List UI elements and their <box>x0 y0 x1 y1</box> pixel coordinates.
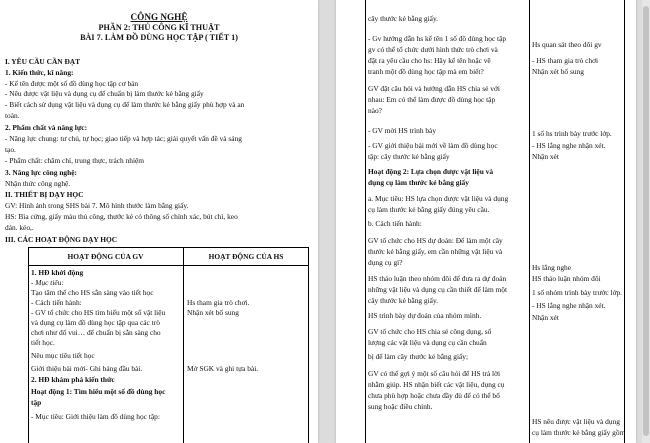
scrollbar-thumb[interactable] <box>643 6 649 436</box>
table-cell-line: nào? <box>368 106 382 115</box>
column-header-hs: HOẠT ĐỘNG CỦA HS <box>208 252 284 261</box>
table-cell-line: thước kẻ bằng giấy, em cần những vật liệu và <box>368 247 503 256</box>
table-cell-line: gv có thể tổ chức dưới hình thức trò chơi và <box>368 45 498 54</box>
table-cell-line: đặt ra yêu cầu cho hs: Hãy kể tên hoặc vẽ <box>368 56 491 65</box>
subject-heading: CÔNG NGHỆ <box>130 12 188 22</box>
table-cell-line: - GV giới thiệu bài mới về làm đồ dùng học <box>368 141 498 150</box>
table-cell-line: lượng các vật liệu và dụng cụ cần chuẩn <box>368 338 487 347</box>
text-line: - Năng lực chung: tư chủ, tự học; giao tiếp và hợp tác; giải quyết vấn đề và sáng <box>5 134 242 143</box>
table-cell-line: dụng cụ làm thước kẻ bằng giấy <box>368 178 469 187</box>
table-cell-line: Nhận xét <box>532 313 559 322</box>
table-cell-line: sung hoặc điều chỉnh. <box>368 402 433 411</box>
text-line: HS: Bìa cứng, giấy màu thủ công, thước kẻ có thông số chính xác, bút chì, keo <box>5 212 238 221</box>
table-cell-line: 1 số nhóm trình bày trước lớp. <box>532 288 623 297</box>
table-cell-line: Nhận xét bổ sung <box>187 308 239 317</box>
section-2-heading: II. THIẾT BỊ DẠY HỌC <box>5 190 84 199</box>
document-page-left <box>0 0 318 443</box>
lesson-heading: BÀI 7. LÀM ĐỒ DÙNG HỌC TẬP ( TIẾT 1) <box>80 33 238 42</box>
text-line: - Kể tên được một số đồ dùng học tập cơ bản <box>5 79 139 88</box>
table-cell-line: a. Mục tiêu: HS lựa chọn được vật liệu và dụng <box>368 194 509 203</box>
table-cell-line: tiết học. <box>31 338 55 347</box>
table-cell-line: tập: cây thước kẻ bằng giấy <box>368 152 450 161</box>
table-cell-line: Nhận xét <box>532 152 559 161</box>
text-line: - Biết cách sử dụng vật liệu và dụng cụ để làm thước kẻ bằng giấy phù hợp và an <box>5 100 245 109</box>
table-cell-line: những vật liệu và dụng cụ cần thiết để làm một <box>368 285 508 294</box>
text-line: GV: Hình ảnh trong SHS bài 7. Mô hình thước làm bằng giấy. <box>5 201 189 210</box>
subsection-1-2: 2. Phẩm chất và năng lực: <box>5 123 88 132</box>
table-cell-line: Hs lắng nghe <box>532 263 571 272</box>
table-cell-line: Hoạt động 1: Tìm hiểu một số đồ dùng học <box>31 387 166 396</box>
table-cell-line: Tạo tâm thế cho HS sẵn sàng vào tiết học <box>31 288 154 297</box>
text-line: tạo. <box>5 145 16 154</box>
table-cell-line: GV đặt câu hỏi và hướng dẫn HS chia sẻ với <box>368 84 500 93</box>
table-cell-line: tập <box>31 398 42 407</box>
table-cell-line: Giới thiệu bài mới- Ghi bảng đầu bài. <box>31 364 143 373</box>
table-cell-line: GV có thể gợi ý một số câu hỏi để HS trả lời <box>368 369 501 378</box>
column-header-gv: HOẠT ĐỘNG CỦA GV <box>67 252 144 261</box>
section-3-heading: III. CÁC HOẠT ĐỘNG DẠY HỌC <box>5 235 118 244</box>
subsection-1-3: 3. Năng lực công nghệ: <box>5 168 77 177</box>
table-cell-line: chưa phù hợp hoặc chưa đầy đủ để có thể bổ <box>368 391 500 400</box>
table-cell-line: Mở SGK và ghi tựa bài. <box>187 364 259 373</box>
table-cell-line: b. Cách tiến hành: <box>368 219 422 228</box>
table-cell-line: Hs quan sát theo dõi gv <box>532 40 602 49</box>
table-cell-line: nhằm giúp. HS nhận biết các vật liệu, dụng cụ <box>368 380 505 389</box>
table-cell-line: HS thảo luận nhóm đôi <box>532 274 601 283</box>
table-cell-line: - Mục tiêu: Giới thiệu làm đồ dùng học tập: <box>31 412 160 421</box>
table-cell-line: - GV mời HS trình bày <box>368 126 437 135</box>
table-cell-line: GV tổ chức cho HS dự đoán: Để làm một cây <box>368 236 503 245</box>
table-cell-line: - Mục tiêu: <box>31 278 64 287</box>
table-cell-line: nhau: Em có thể làm được đồ dùng học tập <box>368 95 496 104</box>
table-cell-line: tranh một đồ dùng học tập mà em biết? <box>368 67 484 76</box>
text-line: dán. kéo,. <box>5 223 34 232</box>
section-1-heading: I. YÊU CẦU CẦN ĐẠT <box>5 57 81 66</box>
text-line: - Nêu được vật liệu và dụng cụ để chuẩn bị làm thước kẻ bằng giấy <box>5 89 204 98</box>
table-cell-line: 2. HĐ khám phá kiến thức <box>31 375 115 384</box>
table-cell-line: Hs tham gia trò chơi. <box>187 298 250 307</box>
vertical-scrollbar[interactable] <box>642 0 650 443</box>
table-cell-line: - Gv hướng dẫn hs kể tên 1 số đồ dùng học tập <box>368 34 507 43</box>
table-cell-line: - HS lắng nghe nhận xét. <box>532 301 606 310</box>
table-cell-line: 1. HĐ khởi động <box>31 268 84 277</box>
table-cell-line: 1 số hs trình bày trước lớp. <box>532 129 612 138</box>
table-cell-line: - HS tham gia trò chơi <box>532 56 599 65</box>
table-cell-line: HS nêu được vật liệu và dụng <box>532 417 620 426</box>
text-line: - Phẩm chất: chăm chỉ, trung thực, trách nhiệm <box>5 156 145 165</box>
table-cell-line: Nhận xét bổ sung <box>532 67 584 76</box>
table-cell-line: dụng cụ gì? <box>368 258 403 267</box>
part-heading: PHẦN 2: THỦ CÔNG KĨ THUẬT <box>98 23 220 32</box>
table-cell-line: cụ làm thước kẻ bằng giấy đúng yêu cầu. <box>368 205 490 214</box>
table-cell-line: Hoạt động 2: Lựa chọn được vật liệu và <box>368 167 494 176</box>
table-cell-line: HS trình bày dự đoán của nhóm mình. <box>368 311 482 320</box>
table-cell-line: cây thước kẻ bằng giấy. <box>368 296 439 305</box>
table-cell-line: HS thảo luận theo nhóm đôi để đưa ra dự đoán <box>368 274 507 283</box>
table-cell-line: cụ làm thước kẻ bằng giấy gồm <box>532 428 626 437</box>
text-line: toàn. <box>5 111 20 120</box>
text-line: Nhận thức công nghệ. <box>5 179 71 188</box>
table-cell-line: chơi như đố vui… để chuẩn bị sẵn sàng cho <box>31 328 161 337</box>
table-cell-line: - GV tổ chức cho HS tìm hiểu một số vật liệu <box>31 308 166 317</box>
subsection-1-1: 1. Kiến thức, kĩ năng: <box>5 68 74 77</box>
table-cell-line: Nêu mục tiêu tiết học <box>31 351 95 360</box>
table-cell-line: GV tổ chức cho HS chia sẻ công dụng, số <box>368 327 492 336</box>
document-page-right <box>336 0 636 443</box>
table-cell-line: - HS lắng nghe nhận xét. <box>532 141 606 150</box>
table-cell-line: - Cách tiến hành: <box>31 298 82 307</box>
table-cell-line: và dụng cụ làm đồ dùng học tập qua các trò <box>31 318 160 327</box>
table-cell-line: bị để làm cây thước kẻ bằng giấy; <box>368 352 469 361</box>
table-cell-line: cây thước kẻ bằng giấy. <box>368 14 439 23</box>
